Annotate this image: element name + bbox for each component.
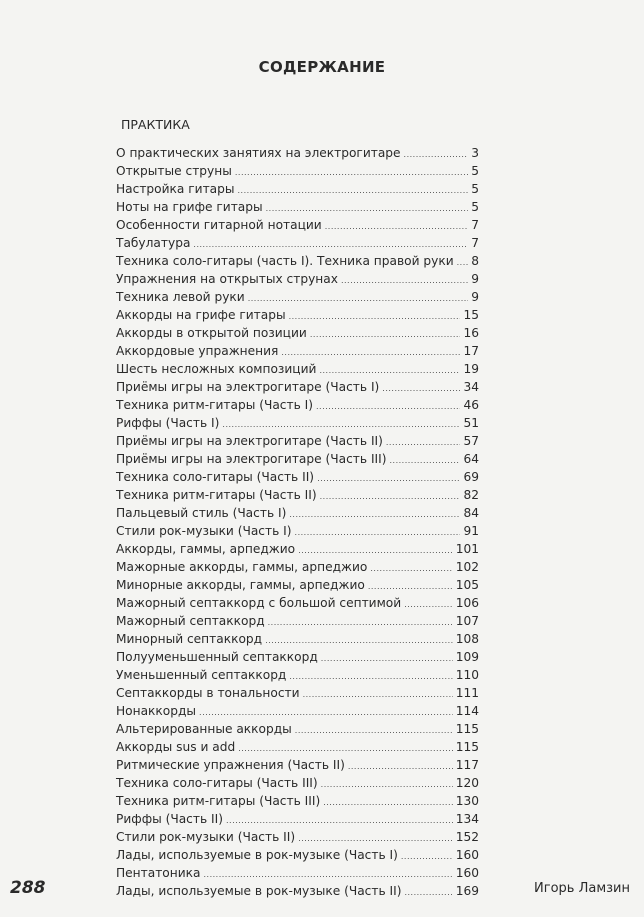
toc-entry-page: 57 [463,434,479,448]
toc-entry [116,740,479,758]
toc-entry-title: Техника левой руки [116,290,245,304]
dot-leader [295,726,453,735]
toc-entry [116,470,479,488]
toc-entry-title: Септаккорды в тональности [116,686,300,700]
dot-leader [295,528,461,537]
toc-entry-page: 160 [455,866,479,880]
toc-entry [116,272,479,290]
dot-leader [457,258,469,267]
toc-entry [116,362,479,380]
toc-entry-title: Аккорды sus и add [116,740,236,754]
dot-leader [265,636,453,645]
toc-entry-page: 160 [455,848,479,862]
page-number: 288 [10,878,46,898]
toc-entry [116,506,479,524]
toc-entry-page: 7 [471,236,479,250]
toc-entry [116,380,479,398]
toc-entry [116,812,479,830]
toc-entry-title: Приёмы игры на электрогитаре (Часть III) [116,452,387,466]
toc-entry-page: 101 [455,542,479,556]
toc-entry-page: 130 [455,794,479,808]
toc-entry-page: 134 [455,812,479,826]
dot-leader [316,402,460,411]
dot-leader [193,240,468,249]
dot-leader [226,816,453,825]
toc-entry-title: Приёмы игры на электрогитаре (Часть II) [116,434,383,448]
toc-entry-title: Альтерированные аккорды [116,722,292,736]
dot-leader [404,150,469,159]
dot-leader [310,330,461,339]
dot-leader [321,780,453,789]
toc-entry [116,434,479,452]
toc-entry [116,830,479,848]
toc-entry [116,758,479,776]
dot-leader [222,420,460,429]
toc-entry-page: 19 [463,362,479,376]
toc-entry [116,632,479,650]
toc-entry-page: 117 [455,758,479,772]
toc-entry [116,560,479,578]
toc-entry-title: Минорный септаккорд [116,632,263,646]
toc-entry-page: 7 [471,218,479,232]
toc-entry-page: 5 [471,164,479,178]
toc-entry [116,776,479,794]
toc-entry-title: Риффы (Часть I) [116,416,220,430]
dot-leader [303,690,453,699]
toc-entry [116,416,479,434]
toc-entry [116,794,479,812]
dot-leader [321,654,453,663]
toc-entry-title: Техника ритм-гитары (Часть I) [116,398,314,412]
dot-leader [298,546,453,555]
toc-entry-title: Мажорный септаккорд [116,614,265,628]
dot-leader [248,294,469,303]
toc-entry-title: Ритмические упражнения (Часть II) [116,758,345,772]
toc-entry-title: Техника соло-гитары (часть I). Техника правой руки [116,254,454,268]
toc-entry-title: Уменьшенный септаккорд [116,668,287,682]
toc-entry-title: Ноты на грифе гитары [116,200,263,214]
dot-leader [323,798,453,807]
toc-entry-title: Риффы (Часть II) [116,812,223,826]
dot-leader [404,888,452,897]
toc-entry-page: 84 [463,506,479,520]
toc-entry [116,668,479,686]
toc-entry-title: Техника ритм-гитары (Часть III) [116,794,321,808]
toc-entry-title: Пальцевый стиль (Часть I) [116,506,287,520]
dot-leader [370,564,452,573]
toc-entry-page: 9 [471,290,479,304]
toc-entry-page: 108 [455,632,479,646]
toc-entry-page: 5 [471,182,479,196]
toc-entry-title: Техника соло-гитары (Часть III) [116,776,318,790]
toc-entry [116,722,479,740]
toc-entry-page: 107 [455,614,479,628]
dot-leader [319,366,460,375]
toc-entry-page: 17 [463,344,479,358]
toc-entry-page: 114 [455,704,479,718]
toc-entry-title: Полууменьшенный септаккорд [116,650,318,664]
dot-leader [389,456,460,465]
toc-entry-page: 46 [463,398,479,412]
toc-entry [116,650,479,668]
toc-entry [116,866,479,884]
toc-entry-title: Техника ритм-гитары (Часть II) [116,488,317,502]
toc-entry-title: Техника соло-гитары (Часть II) [116,470,315,484]
dot-leader [404,600,453,609]
dot-leader [320,492,461,501]
table-of-contents [116,146,479,902]
toc-entry-page: 109 [455,650,479,664]
toc-entry [116,254,479,272]
toc-entry-title: Мажорный септаккорд с большой септимой [116,596,402,610]
toc-entry [116,542,479,560]
toc-entry [116,596,479,614]
toc-entry-page: 69 [463,470,479,484]
toc-entry-page: 16 [463,326,479,340]
toc-entry-page: 34 [463,380,479,394]
toc-entry-title: Пентатоника [116,866,201,880]
dot-leader [298,834,453,843]
dot-leader [368,582,453,591]
toc-entry-title: Настройка гитары [116,182,235,196]
toc-entry-title: Минорные аккорды, гаммы, арпеджио [116,578,365,592]
toc-entry-page: 105 [455,578,479,592]
toc-entry-page: 82 [463,488,479,502]
toc-entry-title: Нонаккорды [116,704,197,718]
dot-leader [386,438,461,447]
toc-entry [116,452,479,470]
toc-entry [116,236,479,254]
toc-entry-title: Открытые струны [116,164,232,178]
dot-leader [203,870,452,879]
dot-leader [348,762,453,771]
toc-entry-page: 115 [455,740,479,754]
dot-leader [266,204,469,213]
toc-entry-page: 110 [455,668,479,682]
toc-entry-title: Аккорды, гаммы, арпеджио [116,542,296,556]
toc-entry [116,290,479,308]
toc-entry [116,308,479,326]
toc-entry [116,344,479,362]
dot-leader [289,312,461,321]
toc-entry-page: 5 [471,200,479,214]
toc-entry-title: Лады, используемые в рок-музыке (Часть II) [116,884,402,898]
page-title: СОДЕРЖАНИЕ [258,58,386,76]
toc-entry [116,578,479,596]
toc-entry-title: Стили рок-музыки (Часть I) [116,524,292,538]
dot-leader [401,852,453,861]
toc-entry-title: Лады, используемые в рок-музыке (Часть I) [116,848,398,862]
toc-entry-page: 64 [463,452,479,466]
dot-leader [325,222,469,231]
dot-leader [238,744,453,753]
toc-entry-page: 152 [455,830,479,844]
toc-entry-title: Аккордовые упражнения [116,344,279,358]
author-name: Игорь Ламзин [534,881,630,896]
dot-leader [281,348,460,357]
dot-leader [199,708,453,717]
toc-entry [116,146,479,164]
dot-leader [341,276,468,285]
toc-entry-page: 15 [463,308,479,322]
toc-entry-page: 106 [455,596,479,610]
toc-entry-title: Особенности гитарной нотации [116,218,322,232]
toc-entry-title: Стили рок-музыки (Часть II) [116,830,296,844]
dot-leader [289,672,452,681]
toc-entry-title: Приёмы игры на электрогитаре (Часть I) [116,380,380,394]
toc-entry-page: 169 [455,884,479,898]
toc-entry-page: 115 [455,722,479,736]
dot-leader [289,510,460,519]
toc-entry [116,182,479,200]
dot-leader [238,186,469,195]
toc-entry-title: Упражнения на открытых струнах [116,272,338,286]
dot-leader [382,384,460,393]
toc-entry-page: 111 [455,686,479,700]
toc-entry [116,398,479,416]
toc-entry-page: 120 [455,776,479,790]
toc-entry-page: 91 [463,524,479,538]
toc-entry-page: 102 [455,560,479,574]
toc-entry [116,524,479,542]
toc-entry [116,686,479,704]
toc-entry-title: Аккорды в открытой позиции [116,326,307,340]
toc-entry-title: Шесть несложных композиций [116,362,317,376]
dot-leader [235,168,468,177]
toc-entry [116,488,479,506]
toc-entry [116,704,479,722]
section-heading: ПРАКТИКА [121,117,190,132]
toc-entry [116,218,479,236]
dot-leader [268,618,453,627]
toc-entry-title: Мажорные аккорды, гаммы, арпеджио [116,560,368,574]
toc-entry [116,326,479,344]
dot-leader [317,474,460,483]
toc-entry [116,200,479,218]
toc-entry [116,614,479,632]
toc-entry-page: 3 [471,146,479,160]
toc-entry-page: 9 [471,272,479,286]
toc-entry-title: О практических занятиях на электрогитаре [116,146,401,160]
toc-entry-page: 51 [463,416,479,430]
toc-entry [116,164,479,182]
toc-entry [116,884,479,902]
toc-entry-title: Аккорды на грифе гитары [116,308,286,322]
toc-entry-title: Табулатура [116,236,191,250]
toc-entry-page: 8 [471,254,479,268]
toc-entry [116,848,479,866]
